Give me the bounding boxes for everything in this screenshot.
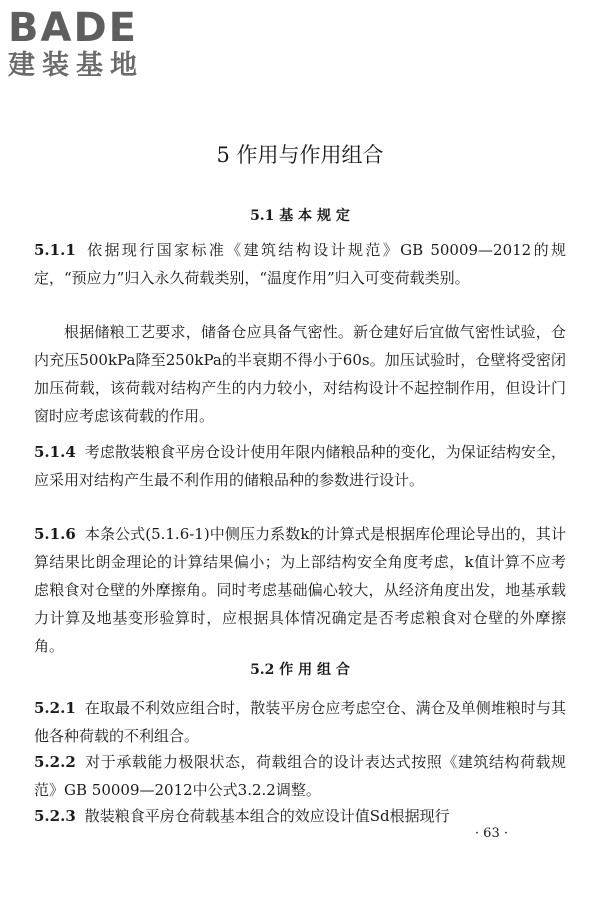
logo-brand-zh: 建装基地 [8, 50, 144, 81]
section-title-5-1: 5.1 基 本 规 定 [250, 208, 350, 224]
clause-number: 5.2.1 [34, 699, 76, 717]
clause-number: 5.2.2 [34, 753, 76, 771]
paragraph-5-1-1-cont [34, 318, 566, 430]
paragraph-5-1-1 [34, 236, 566, 292]
clause-text: 散装粮食平房仓荷载基本组合的效应设计值Sd根据现行 [84, 807, 450, 825]
paragraph-5-2-2 [34, 748, 566, 804]
paragraph-5-2-1 [34, 694, 566, 750]
paragraph-5-1-6 [34, 520, 566, 660]
clause-number: 5.1.4 [34, 443, 76, 461]
clause-text: 根据储粮工艺要求，储备仓应具备气密性。新仓建好后宜做气密性试验，仓内充压500kPa降至250kPa的半衰期不得小于60s。加压试验时，仓壁将受密闭加压荷载，该荷载对结构产生的内力较小，对结构设计不起控制作用，但设计门窗时应考虑该荷载的作用。 [34, 323, 566, 425]
clause-number: 5.2.3 [34, 807, 76, 825]
paragraph-5-1-4 [34, 438, 566, 494]
clause-text: 依据现行国家标准《建筑结构设计规范》GB 50009—2012的规定，“预应力”归入永久荷载类别，“温度作用”归入可变荷载类别。 [34, 241, 566, 287]
clause-text: 对于承载能力极限状态，荷载组合的设计表达式按照《建筑结构荷载规范》GB 50009—2012中公式3.2.2调整。 [34, 753, 566, 799]
chapter-title: 5 作用与作用组合 [216, 143, 384, 167]
section-title-5-2: 5.2 作 用 组 合 [250, 662, 350, 678]
clause-text: 在取最不利效应组合时，散装平房仓应考虑空仓、满仓及单侧堆粮时与其他各种荷载的不利组合。 [34, 699, 566, 745]
logo-brand-en: BADE [8, 5, 138, 51]
logo [8, 6, 144, 82]
page-number: · 63 · [474, 826, 508, 841]
clause-text: 本条公式(5.1.6-1)中侧压力系数k的计算式是根据库伦理论导出的，其计算结果比朗金理论的计算结果偏小；为上部结构安全角度考虑，k值计算不应考虑粮食对仓壁的外摩擦角。同时考虑基础偏心较大，从经济角度出发，地基承载力计算及地基变形验算时，应根据具体情况确定是否考虑粮食对仓壁的外摩擦角。 [34, 525, 566, 655]
clause-number: 5.1.1 [34, 241, 76, 259]
clause-number: 5.1.6 [34, 525, 76, 543]
clause-text: 考虑散装粮食平房仓设计使用年限内储粮品种的变化，为保证结构安全，应采用对结构产生最不利作用的储粮品种的参数进行设计。 [34, 443, 566, 489]
